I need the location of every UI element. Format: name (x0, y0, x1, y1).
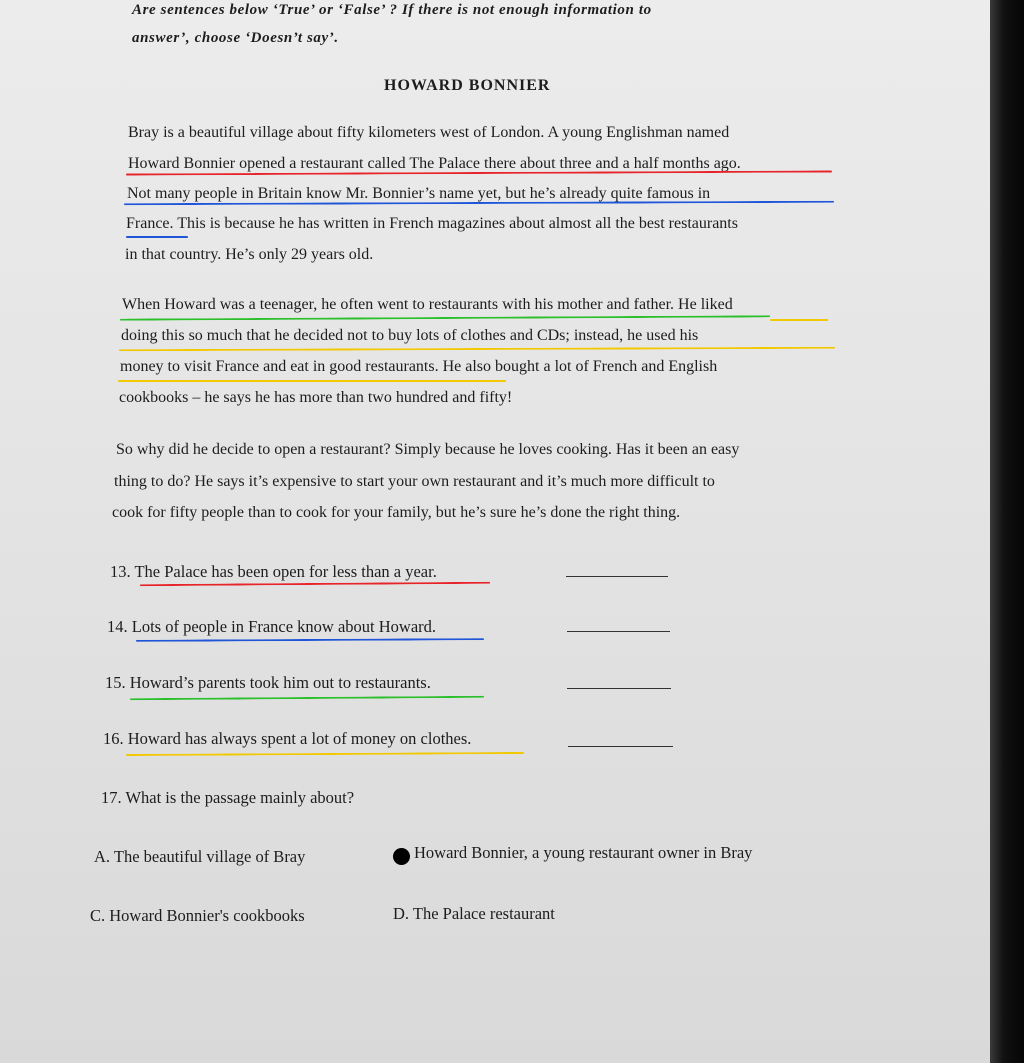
question-17: 17. What is the passage mainly about? (101, 788, 355, 807)
paragraph-1-line-3: Not many people in Britain know Mr. Bonnier’s name yet, but he’s already quite famous in (127, 185, 711, 202)
page-edge-shadow (990, 0, 1024, 1063)
blue-underline-q14 (136, 638, 484, 642)
paragraph-2-line-1: When Howard was a teenager, he often went to restaurants with his mother and father. He liked (122, 296, 733, 313)
paragraph-3-line-3: cook for fifty people than to cook for your family, but he’s sure he’s done the right thing. (112, 504, 681, 521)
question-15: 15. Howard’s parents took him out to restaurants. (105, 673, 431, 692)
question-16: 16. Howard has always spent a lot of money on clothes. (103, 729, 472, 748)
paragraph-2-line-3: money to visit France and eat in good restaurants. He also bought a lot of French and English (120, 358, 718, 375)
answer-blank-16[interactable] (568, 746, 673, 747)
yellow-underline-q16 (126, 752, 524, 756)
red-underline-q13 (140, 582, 490, 586)
instructions-line-2: answer’, choose ‘Doesn’t say’. (132, 30, 339, 46)
paragraph-3-line-2: thing to do? He says it’s expensive to start your own restaurant and it’s much more difficult to (114, 473, 715, 490)
selected-answer-dot-icon (393, 848, 410, 865)
passage-title: HOWARD BONNIER (384, 77, 551, 94)
green-underline-q15 (130, 696, 484, 700)
paragraph-2-line-4: cookbooks – he says he has more than two hundred and fifty! (119, 389, 513, 406)
option-c[interactable]: C. Howard Bonnier's cookbooks (90, 906, 305, 925)
option-a[interactable]: A. The beautiful village of Bray (94, 847, 306, 866)
option-d[interactable]: D. The Palace restaurant (393, 904, 555, 923)
green-underline-passage (120, 315, 770, 320)
answer-blank-15[interactable] (567, 688, 671, 689)
option-b[interactable]: Howard Bonnier, a young restaurant owner in Bray (414, 843, 753, 862)
yellow-underline-passage-3 (118, 380, 506, 382)
paragraph-1-line-4: France. This is because he has written in French magazines about almost all the best restaurants (126, 215, 738, 232)
question-13: 13. The Palace has been open for less than a year. (110, 562, 437, 581)
question-14: 14. Lots of people in France know about Howard. (107, 617, 437, 636)
instructions-line-1: Are sentences below ‘True’ or ‘False’ ? If there is not enough information to (132, 2, 652, 18)
paragraph-3-line-1: So why did he decide to open a restaurant? Simply because he loves cooking. Has it been an easy (116, 441, 740, 458)
paragraph-2-line-2: doing this so much that he decided not to buy lots of clothes and CDs; instead, he used his (121, 327, 699, 344)
answer-blank-13[interactable] (566, 576, 668, 577)
yellow-underline-he-liked (770, 319, 828, 321)
paragraph-1-line-1: Bray is a beautiful village about fifty kilometers west of London. A young Englishman named (128, 124, 730, 141)
paragraph-1-line-5: in that country. He’s only 29 years old. (125, 246, 374, 263)
yellow-underline-passage-2 (119, 347, 835, 351)
answer-blank-14[interactable] (567, 631, 670, 632)
blue-underline-france (126, 236, 188, 238)
paragraph-1-line-2: Howard Bonnier opened a restaurant called The Palace there about three and a half months ago. (128, 155, 741, 172)
